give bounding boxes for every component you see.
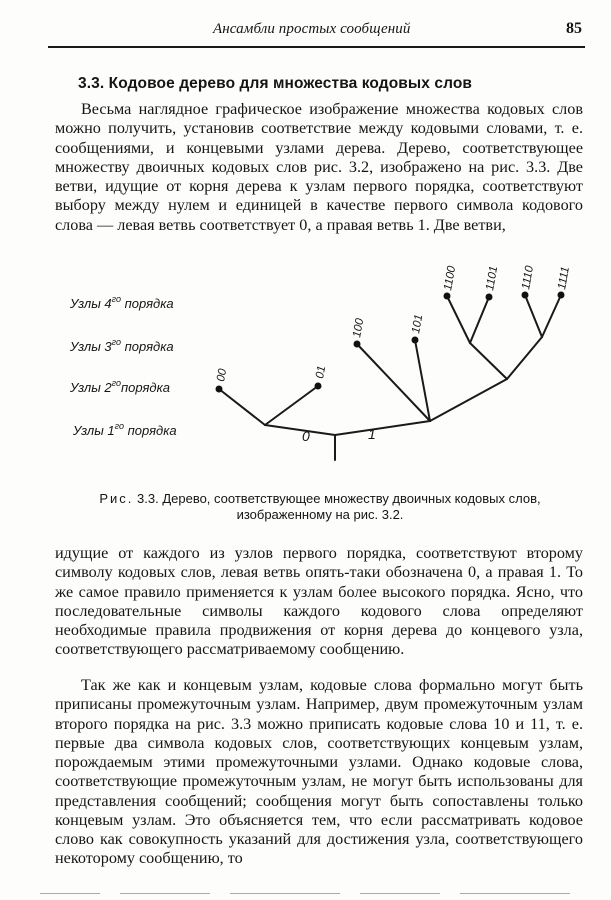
level-label-2-b: порядка — [121, 380, 170, 395]
header-rule — [48, 46, 585, 48]
leaf-code-1110: 1110 — [520, 264, 537, 291]
caption-text: 3.3. Дерево, соответствующее множеству двоичных кодовых слов, изображенному на рис. 3.2. — [137, 491, 541, 522]
leaf-code-1100: 1100 — [442, 265, 459, 292]
leaf-code-1101: 1101 — [484, 265, 501, 292]
leaf-node-1100 — [444, 293, 451, 300]
leaf-code-101: 101 — [410, 313, 426, 335]
leaf-node-1110 — [522, 292, 529, 299]
level-label-3 — [69, 337, 174, 354]
footer-rule-5 — [460, 893, 570, 894]
caption-prefix: Рис. — [99, 491, 134, 506]
paragraph-2: идущие от каждого из узлов первого порядка, соответствуют второму символу кодовых слов, левая ветвь опять-таки обозначена 0, а правая 1. То же самое правило применяется к узлам более высокого порядка. Ясно, что последовательные символы каждого кодового слова определяют необходимые правила продвижения от корня дерева до концевого узла, соответствующего рассматриваемому сообщению. — [55, 544, 583, 659]
branch-11 — [430, 379, 507, 421]
footer-rule-1 — [40, 893, 100, 894]
leaf-code-00: 00 — [215, 367, 230, 383]
branch-1111 — [542, 295, 561, 337]
paragraph-1: Весьма наглядное графическое изображение множества кодовых слов можно получить, установив соответствие между кодовыми словами, т. е. сообщениями, и концевыми узлами дерева. Дерево, соответствующее множеству двоичных кодовых слов рис. 3.2, изображено на рис. 3.3. Две ветви, идущие от корня дерева к узлам первого порядка, соответствуют выбору между нулем и единицей в качестве первого символа кодового слова — левая ветвь соответствует 0, а правая ветвь 1. Две ветви, — [55, 100, 583, 234]
branch-00 — [219, 389, 265, 425]
footer-rule-3 — [230, 893, 340, 894]
branch-111 — [507, 337, 542, 379]
section-heading: 3.3. Кодовое дерево для множества кодовых слов — [78, 75, 473, 92]
level-label-2-sup: го — [111, 378, 122, 388]
figure-caption — [70, 491, 570, 523]
level-label-4-b: порядка — [121, 296, 174, 311]
branch-1100 — [447, 296, 470, 343]
leaf-node-1111 — [558, 292, 565, 299]
level-label-3-b: порядка — [121, 339, 174, 354]
leaf-code-01: 01 — [314, 364, 329, 380]
branch-label-1: 1 — [368, 426, 376, 442]
branch-label-0: 0 — [302, 428, 310, 444]
leaf-code-1111: 1111 — [556, 265, 572, 291]
footer-rule-4 — [360, 893, 440, 894]
code-tree-figure — [0, 255, 611, 490]
leaf-code-100: 100 — [351, 317, 367, 339]
branch-1101 — [470, 297, 489, 343]
level-label-1-sup: го — [114, 421, 125, 431]
leaf-node-100 — [354, 341, 361, 348]
branch-0 — [265, 425, 335, 435]
branch-100 — [357, 344, 430, 421]
leaf-node-01 — [315, 383, 322, 390]
level-label-3-a: Узлы 3 — [70, 339, 112, 354]
leaf-node-1101 — [486, 294, 493, 301]
level-label-4 — [69, 294, 174, 311]
level-label-1-b: порядка — [124, 423, 177, 438]
branch-01 — [265, 386, 318, 425]
level-label-4-a: Узлы 4 — [70, 296, 112, 311]
branch-1110 — [525, 295, 542, 337]
level-label-1 — [72, 421, 177, 438]
branch-110 — [470, 343, 507, 379]
paragraph-3: Так же как и концевым узлам, кодовые слова формально могут быть приписаны промежуточным узлам. Например, двум промежуточным узлам второго порядка на рис. 3.3 можно приписать кодовые слова 10 и 11, т. е. первые два символа кодовых слов, соответствующих концевым узлам, порождаемым этими промежуточными узлами. Однако кодовые слова, соответствующие промежуточным узлам, не могут быть использованы для представления сообщений; сообщения могут быть сопоставлены только концевым узлам. Это объясняется тем, что если рассматривать кодовое слово как совокупность указаний для достижения узла, соответствующего некоторому сообщению, то — [55, 676, 583, 868]
level-label-2-a: Узлы 2 — [70, 380, 112, 395]
page-number: 85 — [566, 20, 582, 37]
branch-1 — [335, 421, 430, 435]
level-label-3-sup: го — [111, 337, 122, 347]
leaf-node-101 — [412, 337, 419, 344]
level-label-2 — [69, 378, 170, 395]
level-label-4-sup: го — [111, 294, 122, 304]
footer-rule-2 — [120, 893, 210, 894]
leaf-node-00 — [216, 386, 223, 393]
running-head: Ансамбли простых сообщений — [213, 21, 411, 37]
level-label-1-a: Узлы 1 — [73, 423, 115, 438]
